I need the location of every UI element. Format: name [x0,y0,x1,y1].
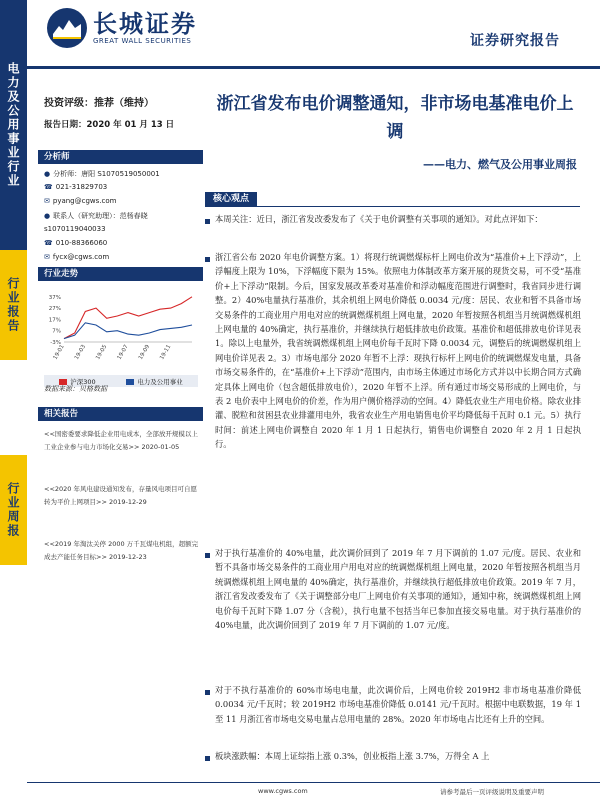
logo-chinese-name: 长城证券 [93,10,197,38]
legend-item [126,377,183,386]
footer-url[interactable]: www.cgws.com [258,787,308,795]
analyst-info-line [44,183,107,191]
related-report-item[interactable]: <<2020 年风电建设通知发布，存量风电项目可自愿转为平价上网项目>> 2019-12-29 [44,485,198,506]
report-type-tag-label: 行业报告 [6,277,20,333]
weekly-tag [0,455,27,565]
logo-english-name: GREAT WALL SECURITIES [93,37,192,45]
x-tick-label: 19-07 [116,344,130,361]
page-header [27,0,600,72]
related-report-item[interactable]: <<2019 年淘汰关停 2000 万千瓦煤电机组，超额完成去产能任务目标>> 2019-12-23 [44,540,199,561]
core-views-header [205,192,580,207]
bullet-icon [205,553,210,558]
related-report-item[interactable]: <<国密委要求降低企业用电成本，全部放开规模以上工业企业参与电力市场化交易>> 2020-01-05 [44,430,198,451]
analyst-info-text: fycx@cgws.com [52,253,110,261]
y-tick-label: -3% [50,340,61,346]
mail-icon: ✉ [44,253,50,261]
phone-icon: ☎ [44,239,53,247]
analyst-info-text: 联系人（研究助理）：范杨春晓 [53,212,148,220]
x-tick-label: 19-01 [52,344,66,361]
legend-swatch [126,379,134,385]
bullet-icon [205,257,210,262]
footer-disclaimer: 请参考最后一页评级说明及重要声明 [440,788,544,796]
y-tick-label: 17% [48,317,61,324]
y-tick-label: 7% [52,328,61,335]
industry-tag-label: 电力及公用事业行业 [6,62,20,188]
report-date: 报告日期：2020 年 01 月 13 日 [44,120,175,130]
analyst-info-line [44,225,106,233]
core-views-label: 核心观点 [205,192,257,206]
y-tick-label: 27% [48,306,61,313]
paragraph-focus: 本周关注：近日，浙江省发改委发布了《关于电价调整有关事项的通知》。对此点评如下： [215,214,543,224]
bullet-icon [205,219,210,224]
data-source: 数据来源：贝格数据 [44,385,107,393]
great-wall-logo-icon [47,8,87,48]
header-divider [27,66,600,69]
related-reports-heading: 相关报告 [38,407,203,421]
analyst-info-text: 021-31829703 [55,183,108,191]
industry-tag [0,0,27,250]
x-tick-label: 19-09 [137,344,152,361]
analyst-info-line [44,197,116,205]
analyst-heading: 分析师 [38,150,203,164]
analyst-info-text: 010-88366060 [55,239,108,247]
weekly-tag-label: 行业周报 [6,482,20,538]
report-title: 浙江省发布电价调整通知，非市场电基准电价上调 [216,94,574,142]
legend-label: 沪深300 [70,377,96,386]
bullet-icon [205,690,210,695]
series-line-utilities [64,323,192,339]
paragraph-base-price: 对于执行基准价的 40%电量，此次调价回到了 2019 年 7 月下调前的 1.07 元/度。居民、农业和暂不具备市场交易条件的工商业用户用电对应的统调燃煤机组上网电量，2020 年暂按照各机组当月统调燃煤机组上网电量的 40%确定，执行基准价，并继续执行超低排放电价政策。2019 年 7 月，浙江省发改委发布了《关于调整部分电厂上网电价有关事项的通知》，通知中称，统调燃煤机组上网电价每千瓦时下降 1.07 分（含税），执行电量不包括当年已参加直接交易电量。对于执行基准价的 40%电量，此次调价回到了 2019 年 7 月下调前的 1.07 元/度。 [215,548,581,631]
side-strip [0,0,27,800]
series-line-hs300 [64,297,192,339]
report-type-heading: 证券研究报告 [470,33,560,49]
analyst-info-text: 分析师：唐阳 S1070519050001 [53,170,160,178]
person-icon: ● [44,212,51,220]
investment-rating: 投资评级：推荐（维持） [44,98,154,109]
company-logo [47,8,197,48]
main-content [205,72,585,800]
analyst-info-text: pyang@cgws.com [52,197,117,205]
legend-label: 电力及公用事业 [137,377,183,386]
person-icon: ● [44,170,51,178]
report-type-tag [0,250,27,360]
analyst-info-text: s1070119040033 [44,225,106,233]
paragraph-market-power: 对于不执行基准价的 60%市场电电量，此次调价后，上网电价较 2019H2 非市场电基准价降低 0.0034 元/千瓦时；较 2019H2 市场电基准价降低 0.0141 元/千瓦时。根据中电联数据，19 年 1 至 11 月浙江省市场电交易电量占总用电量的 28%。2020 年市场电占比还有上升的空间。 [215,685,581,724]
paragraph-adjustment-plan: 浙江省公布 2020 年电价调整方案。1）将现行统调燃煤标杆上网电价改为“基准价+上下浮动”，上浮幅度上限为 10%，下浮幅度下限为 15%。依照电力体制改革方案开展的现货交易，可不受“基准价+上下浮动”限制。今后，国家发展改革委对基准价和浮动幅度范围进行调整时，我省同步进行调整。2）40%电量执行基准价，其余机组上网电价降低 0.0034 元/度：居民、农业和暂不具备市场交易条件的工商业用户用电对应的统调燃煤机组上网电量，2020 年暂按照各机组当月统调燃煤机组上网电量的 40%确定，执行基准价，并继续执行超低排放电价政策。基准价和超低排放电价详见表 1。除以上电量外，我省统调燃煤机组上网电价每千瓦时下降 0.0034 元，调整后的统调燃煤机组上网电价详见表 2。3）市场电部分 2020 年暂不上浮：现执行标杆上网电价的统调燃煤发电量，具备市场交易条件的，在“基准价+上下浮动”范围内，由市场主体通过市场化方式并以中长期合同方式确定具体上网电价（包含超低排放电价），2020 年暂不上浮。所有通过市场交易形成的上网电价，与表 2 电价表中上网电价的价差，作为用户侧价格浮动的空间。4）降低农业生产用电价格。除农业排灌、脱粒和贫困县农业排灌用电外，我省农业生产用电销售电价平均降低每千瓦时 0.1 元。5）执行时间：前述上网电价调整自 2020 年 1 月 1 日起执行，销售电价调整自 2020 年 2 月 1 日起执行。 [215,252,581,450]
analyst-info-line [44,211,148,221]
sidebar [38,72,203,800]
analyst-info-line [44,253,109,261]
x-tick-label: 19-03 [73,344,88,361]
footer-divider [27,782,600,783]
bullet-icon [205,756,210,761]
analyst-info-line [44,239,107,247]
analyst-info-line [44,169,160,179]
x-tick-label: 19-05 [95,344,109,361]
report-subtitle: ——电力、燃气及公用事业周报 [423,158,577,171]
mail-icon: ✉ [44,197,50,205]
paragraph-sector-performance: 板块涨跌幅：本周上证综指上涨 0.3%，创业板指上涨 3.7%，万得全 A 上 [215,751,490,761]
phone-icon: ☎ [44,183,53,191]
y-tick-label: 37% [48,294,61,301]
trend-heading: 行业走势 [38,267,203,281]
x-tick-label: 19-11 [159,344,173,361]
